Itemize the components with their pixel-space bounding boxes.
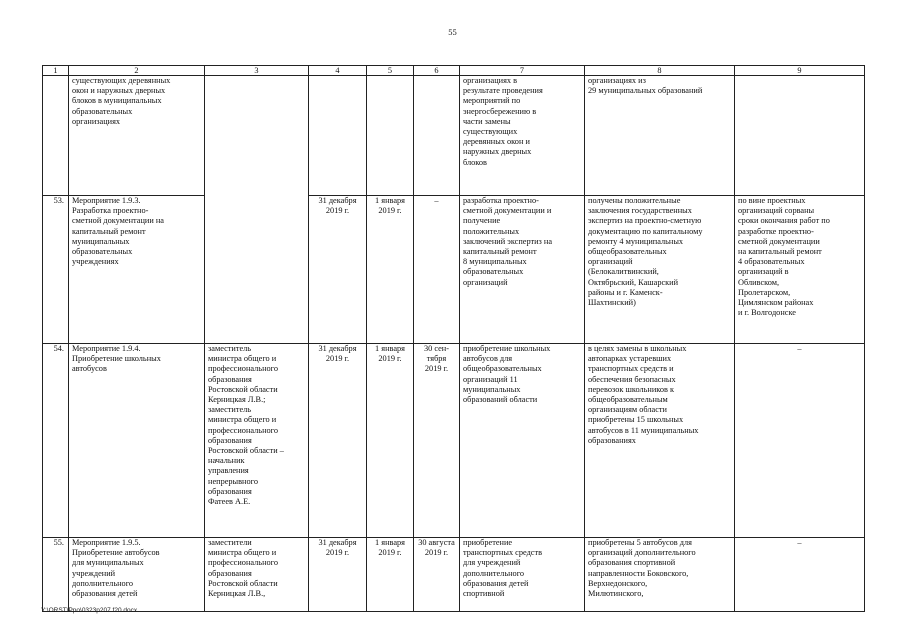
row-number: 55. — [43, 538, 69, 612]
column-header: 6 — [414, 66, 460, 76]
column-header: 9 — [735, 66, 865, 76]
file-path-footer: Y:\ORST\Ppo\0323p207.f20.docx — [41, 607, 138, 614]
end-date-cell: – — [414, 196, 460, 344]
end-date-cell: 30 сен- тября 2019 г. — [414, 344, 460, 538]
start-date-cell: 1 января 2019 г. — [367, 538, 414, 612]
responsible-cell: заместители министра общего и профессионального образования Ростовской области Керницкая Л.В., — [205, 538, 309, 612]
expected-result-cell: приобретение транспортных средств для учреждений дополнительного образования детей спортивной — [460, 538, 585, 612]
deadline-cell: 31 декабря 2019 г. — [309, 344, 367, 538]
column-header: 7 — [460, 66, 585, 76]
problems-cell: – — [735, 344, 865, 538]
expected-result-cell: приобретение школьных автобусов для общеобразовательных организаций 11 муниципальных образований области — [460, 344, 585, 538]
actual-result-cell: приобретены 5 автобусов для организаций дополнительного образования спортивной направленности Боковского, Верхнедонского, Милютинского, — [585, 538, 735, 612]
column-header: 8 — [585, 66, 735, 76]
problems-cell — [735, 76, 865, 196]
column-header: 5 — [367, 66, 414, 76]
problems-cell: по вине проектных организаций сорваны сроки окончания работ по разработке проектно- сметной документации на капитальный ремонт 4 образовательных организаций в Обливском, Пролетарском, Цимлянском районах и г. Волгодонске — [735, 196, 865, 344]
activity-cell: Мероприятие 1.9.5. Приобретение автобусов для муниципальных учреждений дополнительного образования детей — [69, 538, 205, 612]
expected-result-cell: разработка проектно- сметной документации и получение положительных заключений экспертиз на капитальный ремонт 8 муниципальных образовательных организаций — [460, 196, 585, 344]
report-table-container — [42, 65, 864, 612]
table-row — [43, 76, 865, 196]
deadline-cell: 31 декабря 2019 г. — [309, 196, 367, 344]
table-row — [43, 344, 865, 538]
row-number: 54. — [43, 344, 69, 538]
responsible-cell — [205, 76, 309, 344]
actual-result-cell: получены положительные заключения государственных экспертиз на проектно-сметную документацию по капитальному ремонту 4 муниципальных общеобразовательных организаций (Белокалитвинский, Октябрьский, Кашарский районы и г. Каменск- Шахтинский) — [585, 196, 735, 344]
actual-result-cell: организациях из 29 муниципальных образований — [585, 76, 735, 196]
column-header: 4 — [309, 66, 367, 76]
activity-cell: существующих деревянных окон и наружных дверных блоков в муниципальных образовательных организациях — [69, 76, 205, 196]
end-date-cell: 30 августа 2019 г. — [414, 538, 460, 612]
start-date-cell: 1 января 2019 г. — [367, 344, 414, 538]
report-table — [42, 65, 865, 612]
row-number — [43, 76, 69, 196]
problems-cell: – — [735, 538, 865, 612]
table-row — [43, 196, 865, 344]
column-header: 2 — [69, 66, 205, 76]
column-header: 1 — [43, 66, 69, 76]
activity-cell: Мероприятие 1.9.4. Приобретение школьных автобусов — [69, 344, 205, 538]
table-row — [43, 538, 865, 612]
end-date-cell — [414, 76, 460, 196]
deadline-cell — [309, 76, 367, 196]
activity-cell: Мероприятие 1.9.3. Разработка проектно- сметной документации на капитальный ремонт муниципальных образовательных учреждениях — [69, 196, 205, 344]
table-header-row — [43, 66, 865, 76]
page-number: 55 — [448, 27, 457, 37]
row-number: 53. — [43, 196, 69, 344]
column-header: 3 — [205, 66, 309, 76]
responsible-cell: заместитель министра общего и профессионального образования Ростовской области Керницкая Л.В.; заместитель министра общего и профессионального образования Ростовской области – начальник управления непрерывного образования Фатеев А.Е. — [205, 344, 309, 538]
deadline-cell: 31 декабря 2019 г. — [309, 538, 367, 612]
actual-result-cell: в целях замены в школьных автопарках устаревших транспортных средств и обеспечения безопасных перевозок школьников к общеобразовательным организациям области приобретены 15 школьных автобусов в 11 муниципальных образованиях — [585, 344, 735, 538]
expected-result-cell: организациях в результате проведения мероприятий по энергосбережению в части замены существующих деревянных окон и наружных дверных блоков — [460, 76, 585, 196]
start-date-cell: 1 января 2019 г. — [367, 196, 414, 344]
start-date-cell — [367, 76, 414, 196]
